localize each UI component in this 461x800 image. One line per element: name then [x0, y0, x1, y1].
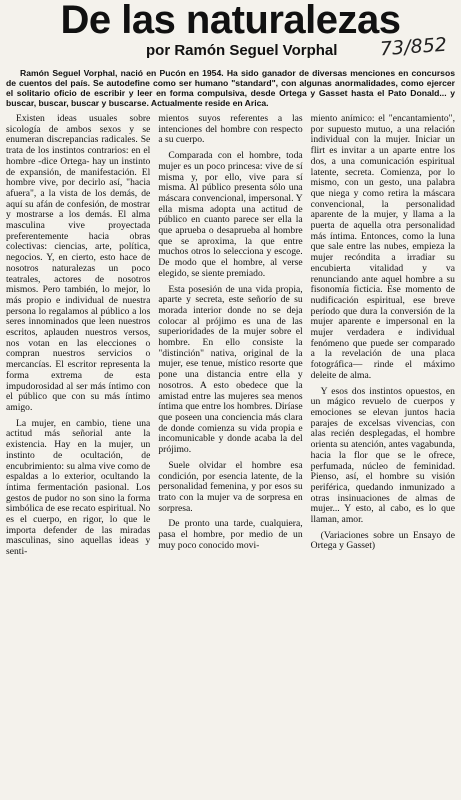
- column-3-paragraph: Y esos dos instintos opuestos, en un mágico revuelo de cuerpos y emociones se elevan juntos hacia parajes de excelsas vivencias, con alas recién desplegadas, el hombre orienta su atención, antes vagabunda, hacia la flor que se le ofrece, perfumada, núcleo de feminidad. Pienso, así, el hombre su visión periférica, quedando inmunizado a otras insinuaciones de almas de mujer... Y esto, al cabo, es lo que llaman, amor.: [310, 385, 455, 526]
- column-1-paragraph: Existen ideas usuales sobre sicología de ambos sexos y se enumeran discrepancias radicales. Se trata de los instintos contrarios: en el hombre -dice Ortega- hay un instinto de expansión, de manifestación. El hombre vive, por decirlo así, "hacia afuera", a la vista de los demás, de aquí su afán de confesión, de mostrar y mostrarse a los demás. El alma masculina vive proyectada preferentemente hacia obras colectivas: ciencias, arte, política, negocios. Y, en cierto, esto hace de nosotros naturalezas un poco teatrales, actores de nosotros mismos. Pero también, lo mejor, lo más propio e individual de nuestra persona lo regalamos al público a los seres innominados que leen nuestros escritos, aplauden nuestros versos, nos votan en las elecciones o compran nuestros servicios o mercancías. El escritor representa la forma extrema de esta impudorosidad al ser más íntimo con el público que con su más íntimo amigo.: [6, 114, 151, 413]
- column-1-paragraph: La mujer, en cambio, tiene una actitud más señorial ante la existencia. Hay en la mujer, un instinto de ocultación, de encubrimiento: su alma vive como de espaldas a lo exterior, ocultando la íntima fermentación pasional. Los gestos de pudor no son sino la forma simbólica de ese recato espiritual. No es el cuerpo, en rigor, lo que le importa defender de las miradas masculinas, sino aquellas ideas y senti-: [6, 417, 151, 558]
- article-columns: [6, 114, 455, 788]
- handwritten-stamp: 73/852: [379, 33, 448, 61]
- column-2-paragraph: mientos suyos referentes a las intenciones del hombre con respecto a su cuerpo.: [158, 114, 303, 146]
- author-intro: Ramón Seguel Vorphal, nació en Pucón en 1954. Ha sido ganador de diversas menciones en concursos de cuentos del país. Se autodefine como ser humano "standard", con algunas anormalidades, como ejercer el solitario oficio de escribir y leer en forma compulsiva, desde Ortega y Gasset hasta el Pato Donald... y buscar, buscar, buscar y buscarse. Actualmente reside en Arica.: [6, 68, 455, 108]
- column-1: [6, 114, 150, 788]
- column-3-paragraph: miento anímico: el "encantamiento", por supuesto mutuo, a una relación individual con la mujer. Iniciar un flirt es invitar a un aparte entre los dos, a una comunicación espiritual latente, secreta. Comienza, por lo mismo, con un gesto, una palabra que niega y como retira la máscara convencional, la personalidad aparente de la mujer, y llama a la puerta de aquella otra personalidad más íntima. Entonces, como la luna que sale entre las nubes, empieza la mujer recóndita a irradiar su encubierta vitalidad y va renunciando ante aquel hombre a su fisonomía ficticia. Ese momento de nudificación espiritual, ese breve período que dura la conversión de la mujer aparente e impersonal en la mujer verdadera e individual fenómeno que puede ser comparado a la revelación de una placa fotográfica— rinde el máximo deleite de alma.: [310, 114, 455, 381]
- article-byline: por Ramón Seguel Vorphal: [146, 42, 338, 59]
- column-2-paragraph: De pronto una tarde, cualquiera, pasa el hombre, por medio de un muy poco conocido movi-: [158, 518, 303, 551]
- column-2-paragraph: Suele olvidar el hombre esa condición, por esencia latente, de la personalidad femenina, y por esos su trato con la mujer va de sorpresa en sorpresa.: [158, 459, 303, 514]
- column-2: [158, 114, 302, 788]
- column-3-paragraph: (Variaciones sobre un Ensayo de Ortega y Gasset): [310, 529, 455, 552]
- article-title: De las naturalezas: [60, 0, 401, 42]
- column-2-paragraph: Comparada con el hombre, toda mujer es un poco princesa: vive de sí misma y, por ello, vive para sí misma. Al público presenta sólo una máscara convencional, impersonal. Y ella misma adopta una actitud de público en cuanto parece ser ella la que aprueba o desaprueba al hombre que se aproxima, la que entre muchos otros lo selecciona y escoge. De modo que el hombre, al verse elegido, se siente premiado.: [158, 150, 303, 279]
- column-3: [311, 114, 455, 788]
- column-2-paragraph: Esta posesión de una vida propia, aparte y secreta, este señorío de su morada interior donde no se deja colocar al prójimo es una de las superioridades de la mujer sobre el hombre. En ello consiste la "distinción" nativa, original de la mujer, ese tenue, místico resorte que pone una distancia entre ella y nosotros. A esto obedece que la amistad entre las mujeres sea menos íntima que entre los hombres. Diríase que poseen una conciencia más clara de donde comienza su vida propia e incomunicable y donde acaba la del prójimo.: [158, 283, 303, 456]
